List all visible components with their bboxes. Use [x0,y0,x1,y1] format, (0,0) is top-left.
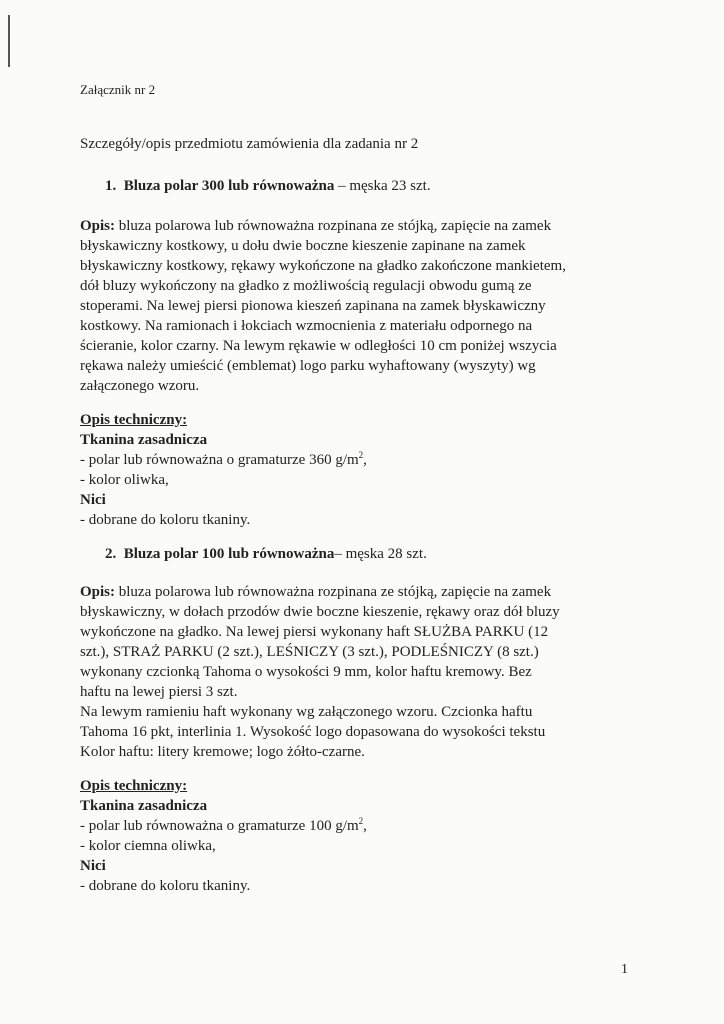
item-1-title: Bluza polar 300 lub równoważna [123,178,335,194]
item-1-heading [105,176,431,196]
description-line: wykonany czcionką Tahoma o wysokości 9 mm, kolor haftu kremowy. Bez [80,664,532,680]
item-2-thread-line: - dobrane do koloru tkaniny. [80,878,251,894]
description-line: wykończone na gładko. Na lewej piersi wykonany haft SŁUŻBA PARKU (12 [80,624,549,640]
scan-edge-mark [8,15,10,67]
item-1-thread-label: Nici [80,492,106,508]
description-line: błyskawiczny kostkowy, rękawy wykończone na gładko zakończone mankietem, [80,258,566,274]
page-number: 1 [621,962,628,977]
description-line: rękawa należy umieścić (emblemat) logo parku wyhaftowany (wyszyty) wg [80,358,536,374]
item-2-fabric-weight: - polar lub równoważna o gramaturze 100 $g/m^2$, [80,816,367,834]
description-line: błyskawiczny, w dołach przodów dwie boczne kieszenie, rękawy oraz dół bluzy [80,604,560,620]
description-line: stoperami. Na lewej piersi pionowa kieszeń zapinana na zamek błyskawiczny [80,298,546,314]
description-line: szt.), STRAŻ PARKU (2 szt.), LEŚNICZY (3 szt.), PODLEŚNICZY (8 szt.) [80,644,539,660]
description-line: załączonego wzoru. [80,378,200,394]
description-line: dół bluzy wykończony na gładko z możliwością regulacji obwodu gumą ze [80,278,532,294]
item-2-tech-title: Opis techniczny: [80,778,188,794]
item-2-fabric-color: - kolor ciemna oliwka, [80,838,216,854]
description-line: haftu na lewej piersi 3 szt. [80,684,238,700]
item-1-tech-title: Opis techniczny: [80,412,188,428]
item-1-quantity: – męska 23 szt. [334,178,431,194]
item-1-number: 1. [105,178,117,194]
annex-label: Załącznik nr 2 [80,82,156,97]
description-line: kostkowy. Na ramionach i łokciach wzmocnienia z materiału odpornego na [80,318,533,334]
item-2-title: Bluza polar 100 lub równoważna [123,546,335,562]
item-2-quantity: – męska 28 szt. [334,546,427,562]
subject-line: Szczegóły/opis przedmiotu zamówienia dla zadania nr 2 [80,136,419,152]
item-2-fabric-label: Tkanina zasadnicza [80,798,208,814]
description-line: Tahoma 16 pkt, interlinia 1. Wysokość logo dopasowana do wysokości tekstu [80,724,546,740]
description-line: Na lewym ramieniu haft wykonany wg załączonego wzoru. Czcionka haftu [80,704,533,720]
description-line: bluza polarowa lub równoważna rozpinana ze stójką, zapięcie na zamek [118,218,552,234]
item-2-description-label: Opis: [80,584,116,600]
item-1-fabric-label: Tkanina zasadnicza [80,432,208,448]
item-2-technical [80,776,640,896]
item-2-number: 2. [105,546,117,562]
item-2-heading [105,544,427,564]
description-line: ścieranie, kolor czarny. Na lewym rękawie w odległości 10 cm poniżej wszycia [80,338,557,354]
item-1-description [80,216,640,396]
description-line: błyskawiczny kostkowy, u dołu dwie boczne kieszenie zapinane na zamek [80,238,526,254]
item-2-thread-label: Nici [80,858,106,874]
item-1-fabric-color: - kolor oliwka, [80,472,169,488]
description-line: bluza polarowa lub równoważna rozpinana ze stójką, zapięcie na zamek [118,584,552,600]
item-1-fabric-weight: - polar lub równoważna o gramaturze 360 $g/m^2$, [80,450,367,468]
item-1-technical [80,410,640,530]
item-1-description-label: Opis: [80,218,116,234]
item-1-thread-line: - dobrane do koloru tkaniny. [80,512,251,528]
item-2-description [80,582,640,762]
description-line: Kolor haftu: litery kremowe; logo żółto-czarne. [80,744,365,760]
